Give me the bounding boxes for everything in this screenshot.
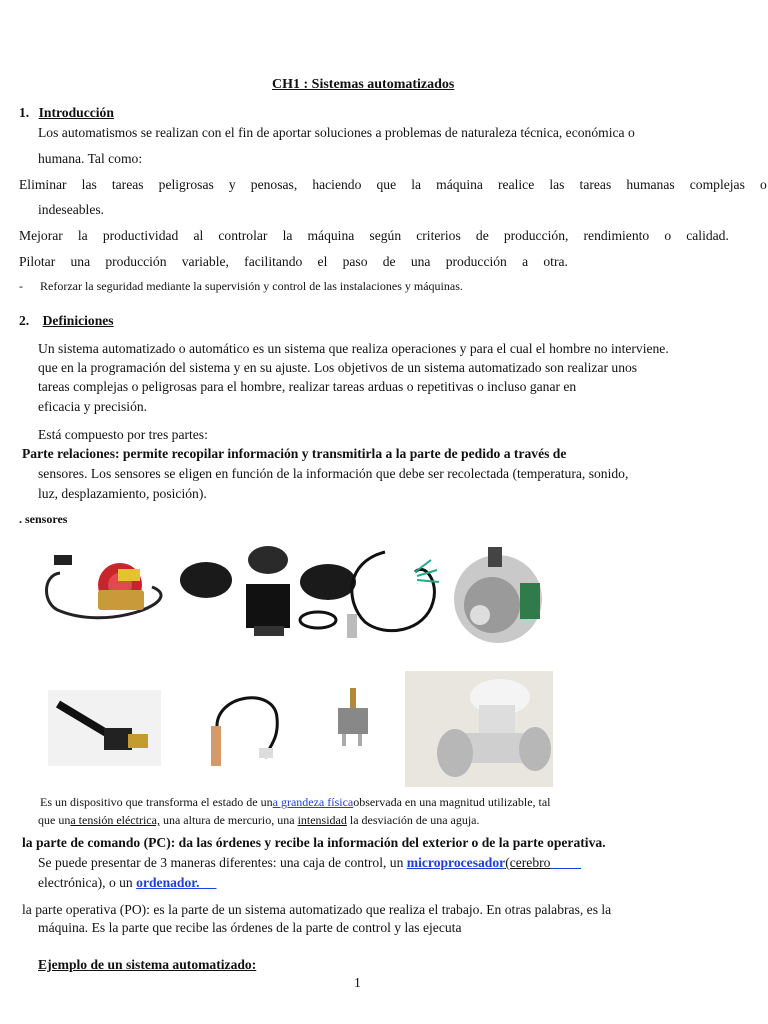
bullet-word: rendimiento xyxy=(583,228,650,243)
part-operativa-line1 xyxy=(19,902,611,918)
part-comando-bold: la parte de comando (PC): da las órdenes y recibe la información del exterior o de la parte operativa. xyxy=(22,835,606,850)
bullet-word: según xyxy=(369,228,402,243)
section-2-heading xyxy=(19,313,114,329)
bullet-word: complejas xyxy=(689,177,745,192)
part-operativa-line2: máquina. Es la parte que recibe las órdenes de la parte de control y las ejecuta xyxy=(38,920,462,935)
sensor-def-text-b: observada en una magnitud utilizable, tal xyxy=(353,795,551,809)
section-2-number: 2. xyxy=(19,313,30,328)
thermistor-probe-image xyxy=(205,688,287,770)
definition-line3: tareas complejas o peligrosas para el hombre, realizar tareas arduas o repetitivas o incluso ganar en xyxy=(38,379,577,394)
bullet-reforzar-text: Reforzar la seguridad mediante la supervisión y control de las instalaciones y máquinas. xyxy=(40,279,463,293)
bullet-word: o xyxy=(664,228,672,243)
bullet-word: o xyxy=(759,177,767,192)
bullet-word: Pilotar xyxy=(19,254,56,269)
part-relaciones-bold: Parte relaciones: permite recopilar información y transmitirla a la parte de pedido a través de xyxy=(22,446,567,461)
bullet-word: calidad. xyxy=(686,228,729,243)
bullet-word: máquina xyxy=(307,228,355,243)
bullet-word: tareas xyxy=(111,177,144,192)
example-heading: Ejemplo de un sistema automatizado: xyxy=(38,957,257,972)
definition-line1: Un sistema automatizado o automático es un sistema que realiza operaciones y para el cual el hombre no interviene. xyxy=(38,341,669,356)
rotary-encoder-image xyxy=(440,543,552,645)
part-operativa-text-1: la parte operativa (PO): es la parte de un sistema automatizado que realiza el trabajo. En otras palabras, es la xyxy=(22,902,612,917)
bullet-word: controlar xyxy=(218,228,268,243)
part-relaciones-line2: sensores. Los sensores se eligen en función de la información que debe ser recolectada (temperatura, sonido, xyxy=(38,466,629,481)
bullet-mejorar xyxy=(19,228,729,244)
bullet-word: penosas, xyxy=(250,177,298,192)
bullet-word: que xyxy=(376,177,397,192)
bullet-eliminar xyxy=(19,177,767,193)
bullet-word: otra. xyxy=(543,254,568,269)
bullet-word: Eliminar xyxy=(19,177,67,192)
section-2-title: Definiciones xyxy=(42,313,114,328)
bullet-word: la xyxy=(77,228,88,243)
section-1-number: 1. xyxy=(19,105,30,120)
three-parts-intro: Está compuesto por tres partes: xyxy=(38,427,208,442)
bullet-word: a xyxy=(522,254,529,269)
bullet-word: facilitando xyxy=(244,254,303,269)
bullet-word: humanas xyxy=(626,177,675,192)
bullet-reforzar xyxy=(19,278,463,294)
bullet-pilotar xyxy=(19,254,568,270)
grandeza-fisica-link[interactable]: a grandeza física xyxy=(272,795,354,809)
part-relaciones-line3: luz, desplazamiento, posición). xyxy=(38,486,207,501)
bullet-word: criterios xyxy=(416,228,461,243)
anemometer-image xyxy=(178,540,358,640)
part-relaciones-heading xyxy=(19,446,566,462)
bullet-word: variable, xyxy=(181,254,229,269)
part-comando-text-a: Se puede presentar de 3 maneras diferentes: una caja de control, un xyxy=(38,855,407,870)
tension-electrica-link[interactable]: a tensión eléctrica, xyxy=(70,813,160,827)
bullet-word: al xyxy=(193,228,204,243)
bullet-word: realice xyxy=(498,177,535,192)
sensor-definition-line2 xyxy=(38,812,480,828)
bullet-dash: - xyxy=(19,279,23,293)
sensor-def-text-a: Es un dispositivo que transforma el estado de un xyxy=(40,795,273,809)
bullet-word: producción xyxy=(105,254,167,269)
section-1-heading xyxy=(19,105,114,121)
pressure-switch-image xyxy=(48,690,161,766)
bullet-word: la xyxy=(282,228,293,243)
bullet-word: las xyxy=(81,177,97,192)
electromagnetic-flowmeter-image xyxy=(405,671,553,787)
bullet-word: productividad xyxy=(102,228,179,243)
sensor-def-text-e: la desviación de una aguja. xyxy=(346,813,480,827)
bullet-word: el xyxy=(317,254,328,269)
bullet-word: producción, xyxy=(503,228,569,243)
bullet-word: haciendo xyxy=(312,177,362,192)
part-comando-line2 xyxy=(38,855,581,871)
bullet-word: y xyxy=(228,177,236,192)
sensor-definition-line1 xyxy=(40,794,551,810)
definition-line2: que en la programación del sistema y en su ajuste. Los objetivos de un sistema automatizado son realizar unos xyxy=(38,360,638,375)
bullet-eliminar-cont: indeseables. xyxy=(38,202,105,217)
bullet-word: paso xyxy=(342,254,368,269)
sensor-def-text-d: una altura de mercurio, una xyxy=(159,813,298,827)
flow-sensor-image xyxy=(40,545,172,625)
bullet-word: Mejorar xyxy=(19,228,63,243)
section-1-title: Introducción xyxy=(38,105,114,120)
intro-paragraph-line2: humana. Tal como: xyxy=(38,151,143,166)
bullet-word: máquina xyxy=(436,177,483,192)
sensores-label: . sensores xyxy=(19,512,68,526)
page-number: 1 xyxy=(354,975,361,990)
bullet-word: las xyxy=(549,177,565,192)
bullet-word: producción xyxy=(445,254,507,269)
intro-paragraph-line1: Los automatismos se realizan con el fin de aportar soluciones a problemas de naturaleza técnica, económica o xyxy=(38,125,635,140)
intensidad-link[interactable]: intensidad xyxy=(297,813,347,827)
microprocesador-link[interactable]: microprocesador xyxy=(406,855,506,870)
temperature-probe-image xyxy=(345,542,445,640)
part-comando-text-c: electrónica), o un xyxy=(38,875,137,890)
bullet-word: de xyxy=(475,228,489,243)
part-comando-heading xyxy=(19,835,606,851)
bullet-word: la xyxy=(411,177,422,192)
bullet-word: de xyxy=(382,254,396,269)
part-comando-line3 xyxy=(38,875,216,891)
definition-line4: eficacia y precisión. xyxy=(38,399,148,414)
bullet-word: tareas xyxy=(579,177,612,192)
bullet-word: una xyxy=(70,254,91,269)
sensor-def-text-c: que un xyxy=(38,813,71,827)
page-title: CH1 : Sistemas automatizados xyxy=(272,77,455,92)
toggle-switch-image xyxy=(334,688,374,748)
bullet-word: peligrosas xyxy=(158,177,214,192)
part-comando-text-b: (cerebro xyxy=(505,855,551,870)
bullet-word: una xyxy=(410,254,431,269)
ordenador-link[interactable]: ordenador. xyxy=(136,875,200,890)
